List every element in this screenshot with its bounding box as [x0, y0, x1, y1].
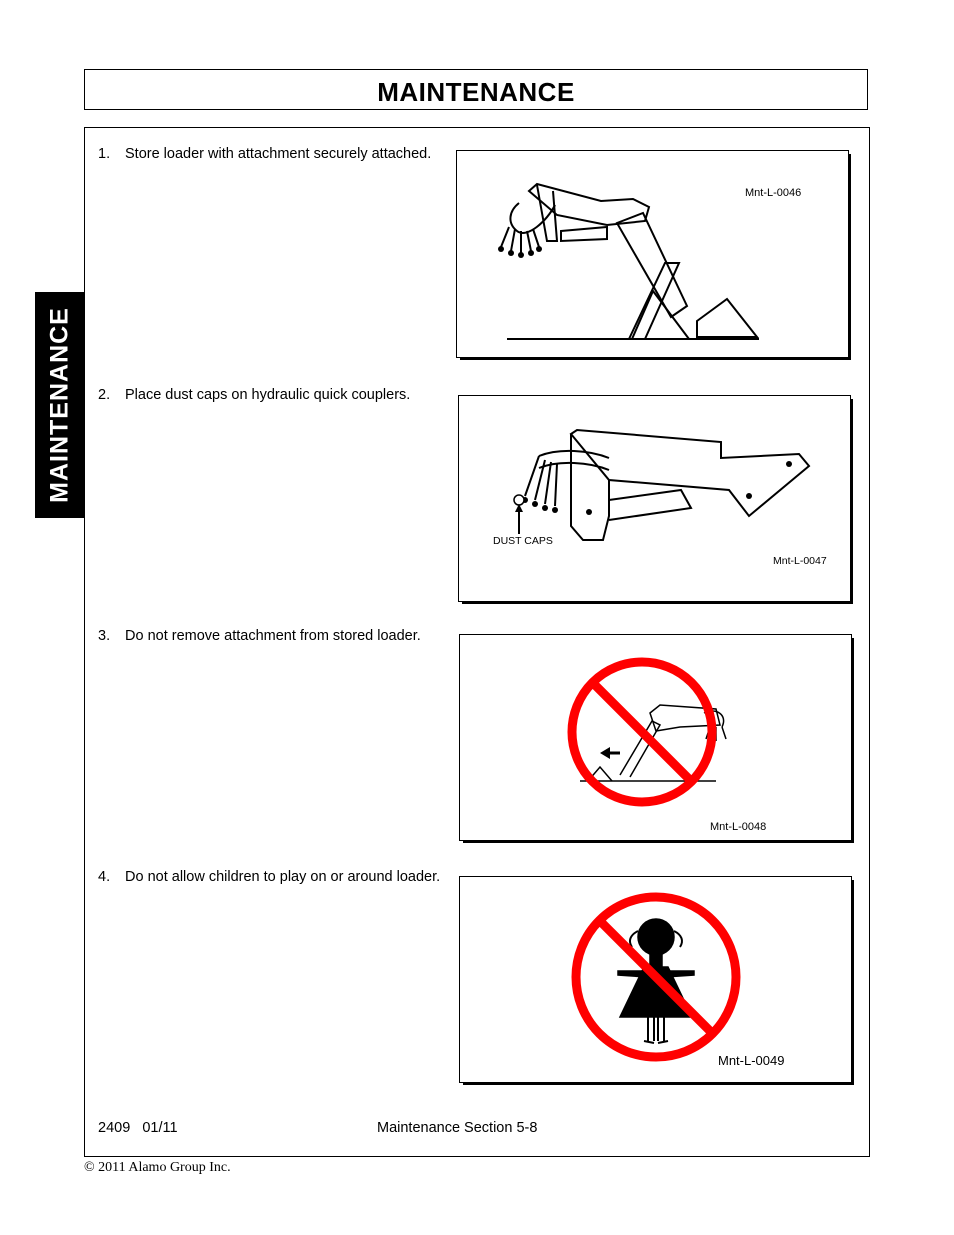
step-text: Do not remove attachment from stored loader. — [125, 628, 421, 644]
dust-caps-callout: DUST CAPS — [493, 535, 553, 547]
prohibition-loader-illustration — [460, 635, 853, 842]
figure-label: Mnt-L-0048 — [710, 821, 767, 833]
step-2 — [98, 386, 446, 404]
header-box — [84, 69, 868, 110]
step-number: 2. — [98, 387, 111, 403]
step-4 — [98, 868, 446, 886]
figure-label: Mnt-L-0049 — [718, 1053, 785, 1068]
copyright: © 2011 Alamo Group Inc. — [84, 1160, 231, 1175]
step-3 — [98, 627, 446, 645]
step-text: Place dust caps on hydraulic quick couplers. — [125, 387, 411, 403]
prohibition-child-illustration — [460, 877, 853, 1084]
figure-no-children — [459, 876, 852, 1083]
step-number: 4. — [98, 869, 111, 885]
side-tab-label: MAINTENANCE — [45, 307, 74, 503]
doc-id: 2409 01/11 — [98, 1120, 178, 1136]
step-text: Store loader with attachment securely attached. — [125, 146, 432, 162]
step-number: 1. — [98, 146, 111, 162]
section-label: Maintenance Section 5-8 — [377, 1120, 538, 1136]
loader-illustration — [457, 151, 850, 359]
figure-loader-stored — [456, 150, 849, 358]
coupler-illustration — [459, 396, 852, 603]
figure-dust-caps — [458, 395, 851, 602]
figure-no-remove — [459, 634, 852, 841]
figure-label: Mnt-L-0047 — [773, 555, 827, 567]
side-tab — [35, 292, 85, 518]
figure-label: Mnt-L-0046 — [745, 187, 802, 199]
page-title: MAINTENANCE — [377, 77, 575, 107]
step-text: Do not allow children to play on or around loader. — [125, 869, 441, 885]
step-1 — [98, 145, 446, 163]
step-number: 3. — [98, 628, 111, 644]
